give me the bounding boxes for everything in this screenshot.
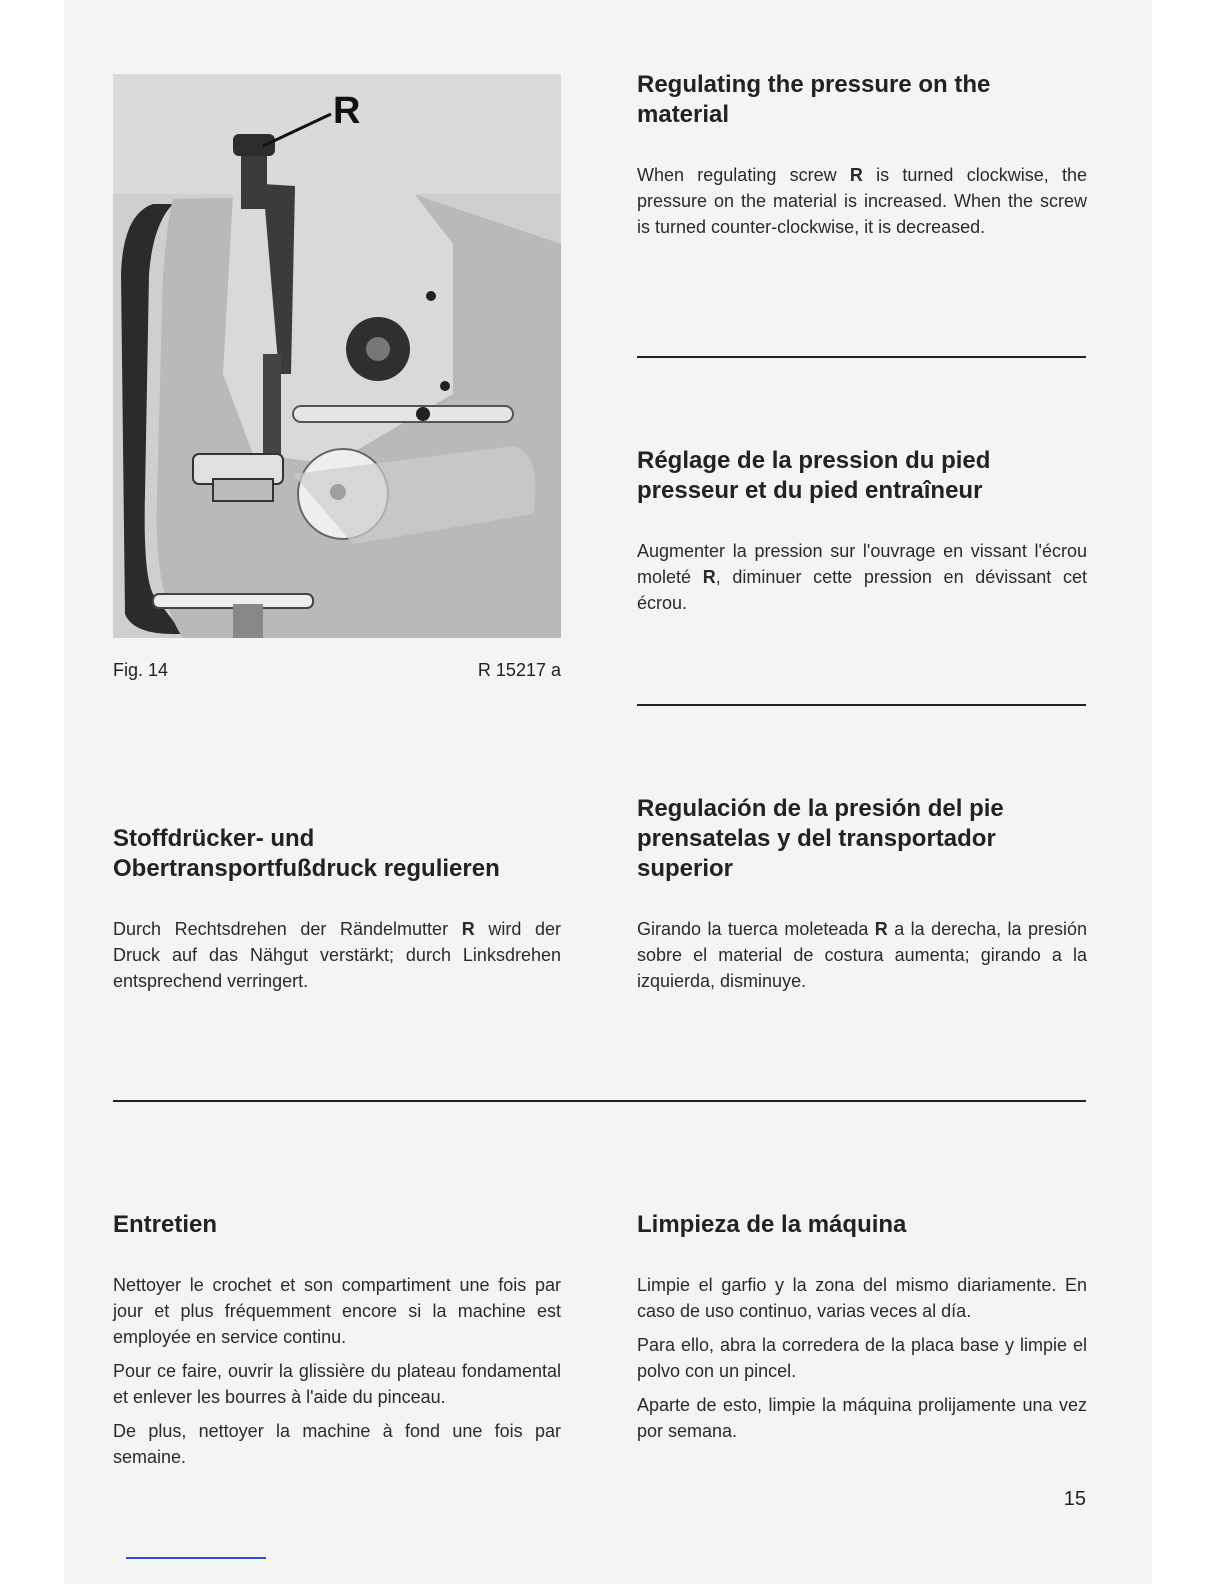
section-german bbox=[113, 824, 561, 994]
section-body bbox=[113, 916, 561, 994]
body-text: Durch Rechtsdrehen der Rändelmutter bbox=[113, 919, 462, 939]
body-text: is turned clockwise, the pressure on the material is increased. When the screw is turned counter-clockwise, it is decreased. bbox=[637, 165, 1087, 237]
full-divider bbox=[113, 1100, 1086, 1102]
section-spanish bbox=[637, 794, 1087, 994]
body-text: wird der Druck auf das Nähgut verstärkt; durch Linksdrehen entsprechend verringert. bbox=[113, 919, 561, 991]
section-body bbox=[637, 162, 1087, 240]
section-french bbox=[637, 446, 1087, 616]
section-title: Entretien bbox=[113, 1211, 218, 1238]
section-entretien bbox=[113, 1210, 561, 1470]
body-text: Girando la tuerca moleteada bbox=[637, 919, 875, 939]
paragraph: Limpie el garfio y la zona del mismo diariamente. En caso de uso continuo, varias veces al día. bbox=[637, 1275, 1087, 1321]
sewing-machine-illustration bbox=[113, 74, 561, 638]
section-body bbox=[637, 538, 1087, 616]
screw-label: R bbox=[461, 919, 475, 939]
divider bbox=[637, 704, 1086, 706]
section-title: Regulating the pressure on the material bbox=[637, 71, 991, 128]
callout-label-r: R bbox=[333, 90, 361, 132]
body-text: Augmenter la pression sur l'ouvrage en vissant l'écrou moleté bbox=[637, 541, 1087, 587]
section-english bbox=[637, 70, 1087, 240]
paragraph: Pour ce faire, ouvrir la glissière du plateau fondamental et enlever les bourres à l'aide du pinceau. bbox=[113, 1361, 561, 1407]
figure-reference: R 15217 a bbox=[477, 660, 561, 680]
divider bbox=[637, 356, 1086, 358]
section-title: Réglage de la pression du pied presseur et du pied entraîneur bbox=[637, 447, 991, 504]
body-text: , diminuer cette pression en dévissant cet écrou. bbox=[637, 567, 1088, 613]
paragraph: Aparte de esto, limpie la máquina prolijamente una vez por semana. bbox=[637, 1395, 1087, 1441]
scan-artifact-line bbox=[126, 1557, 266, 1559]
figure-caption: Fig. 14 bbox=[113, 660, 169, 680]
body-text: a la derecha, la presión sobre el material de costura aumenta; girando a la izquierda, disminuye. bbox=[637, 919, 1087, 991]
paragraph: De plus, nettoyer la machine à fond une fois par semaine. bbox=[113, 1421, 561, 1467]
section-title: Stoffdrücker- und Obertransportfußdruck regulieren bbox=[113, 825, 500, 882]
paragraph: Nettoyer le crochet et son compartiment une fois par jour et plus fréquemment encore si la machine est employée en service continu. bbox=[113, 1275, 561, 1347]
screw-label: R bbox=[849, 165, 863, 185]
body-text: When regulating screw bbox=[637, 165, 850, 185]
screw-label: R bbox=[874, 919, 888, 939]
page-number: 15 bbox=[1063, 1488, 1086, 1510]
paragraph: Para ello, abra la corredera de la placa base y limpie el polvo con un pincel. bbox=[637, 1335, 1087, 1381]
section-title: Regulación de la presión del pie prensatelas y del transportador superior bbox=[637, 795, 1004, 882]
section-title: Limpieza de la máquina bbox=[637, 1211, 907, 1238]
screw-label: R bbox=[702, 567, 716, 587]
section-body bbox=[637, 916, 1087, 994]
figure-photo bbox=[113, 74, 561, 638]
section-limpieza bbox=[637, 1210, 1087, 1444]
